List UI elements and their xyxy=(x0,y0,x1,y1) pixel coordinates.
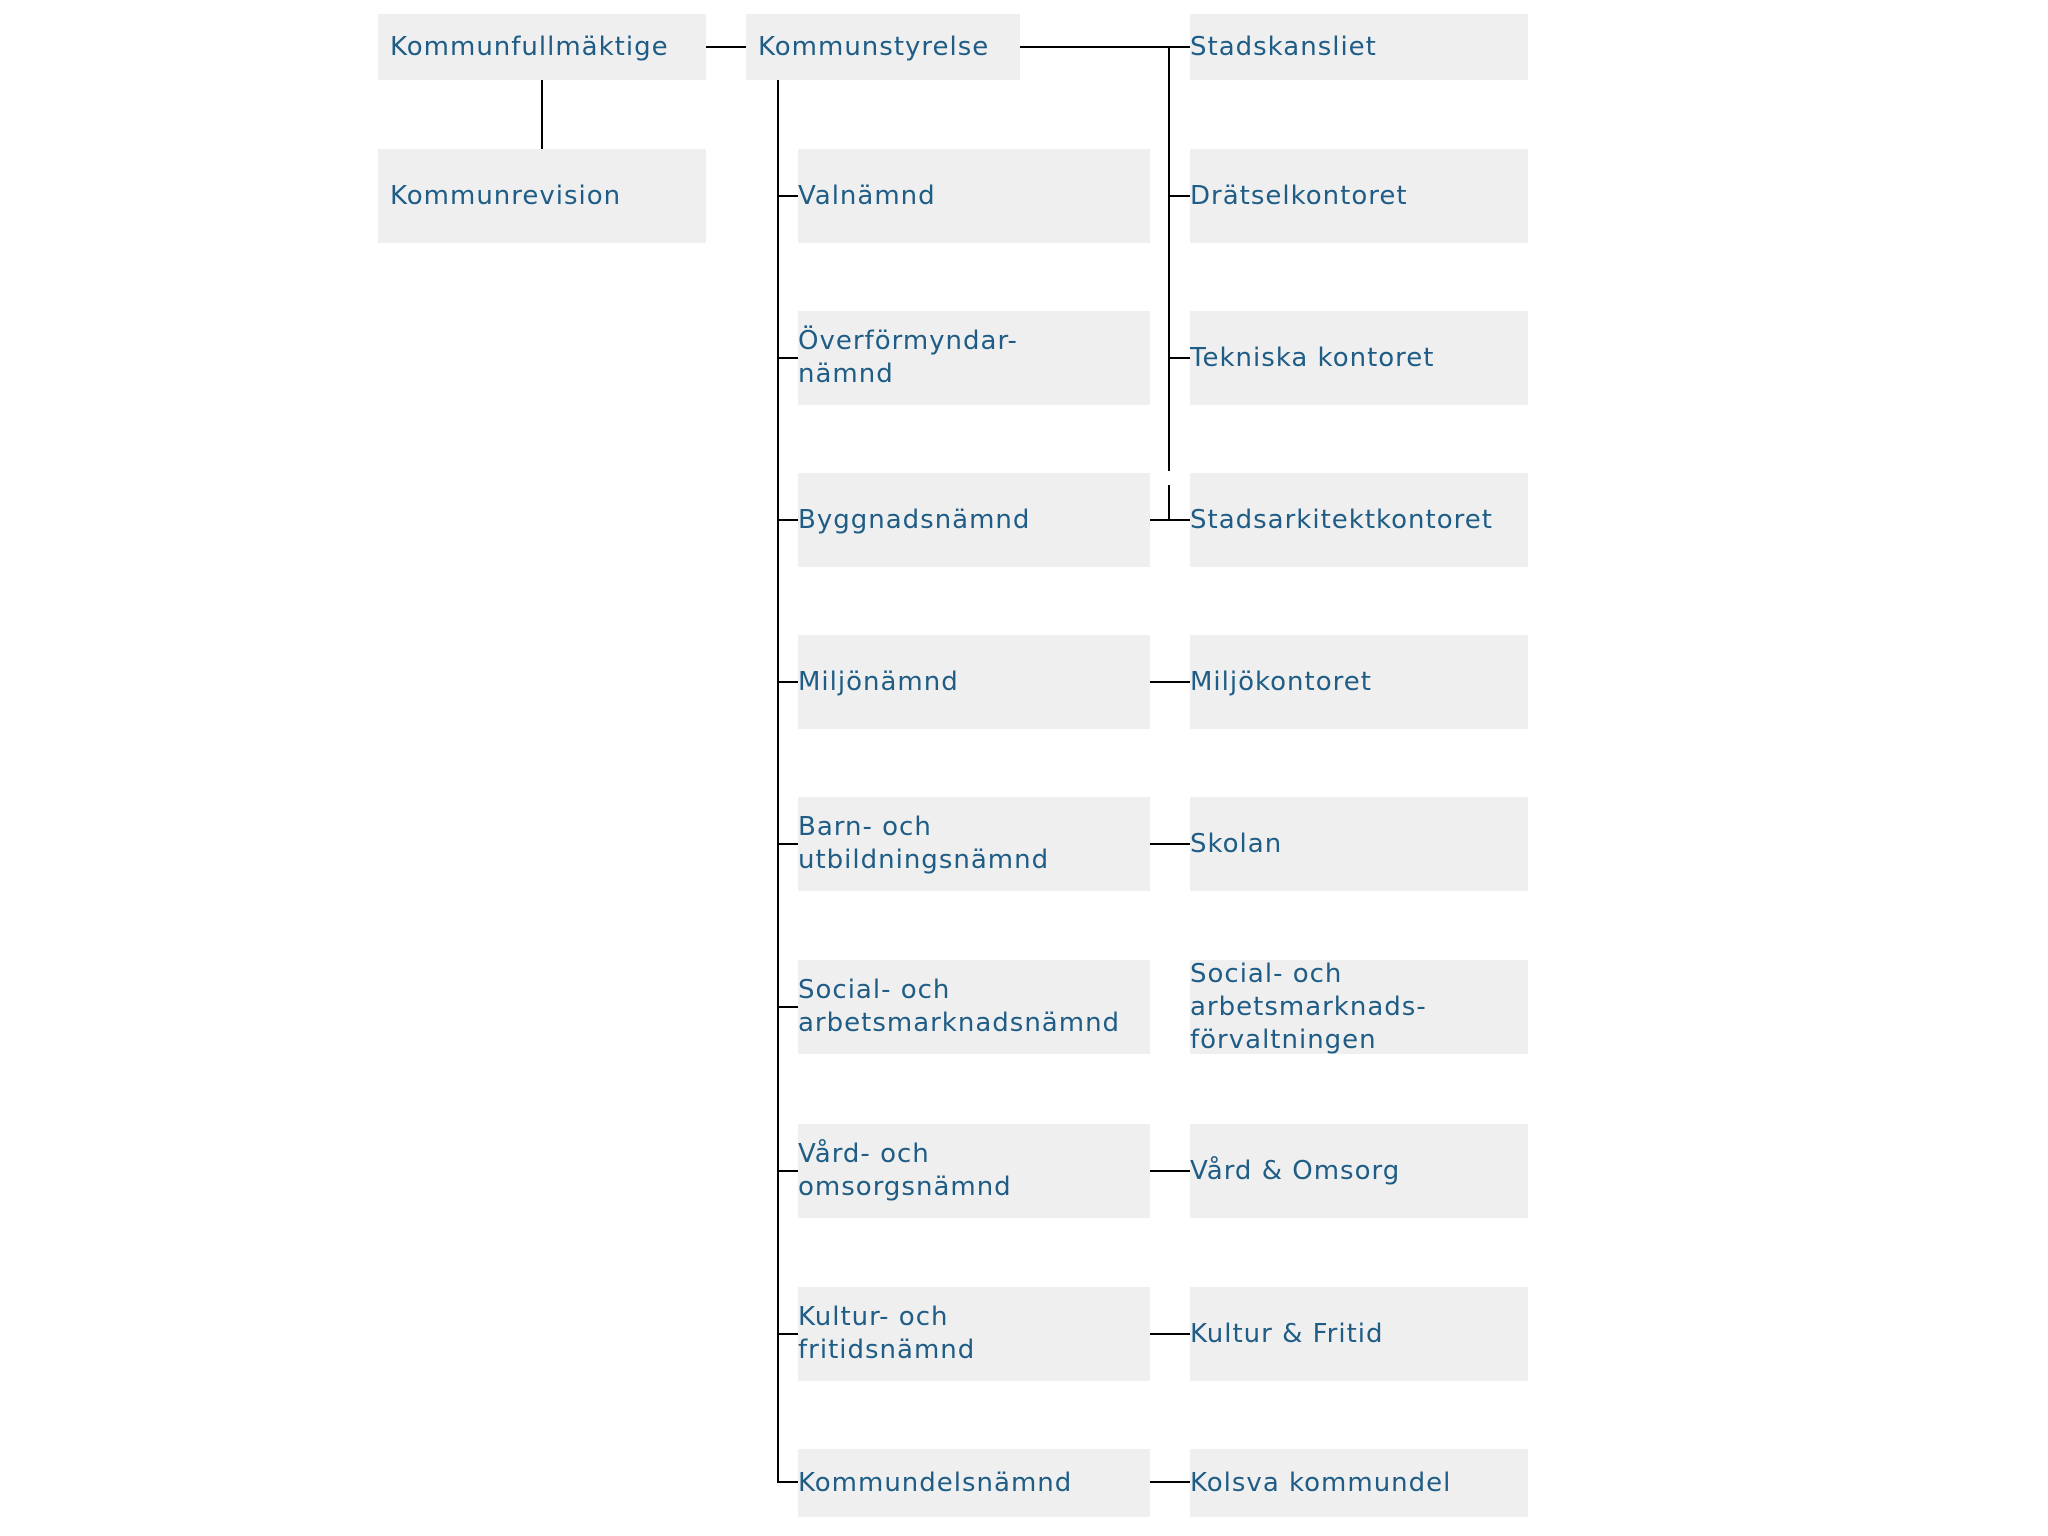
office-label: Tekniska kontoret xyxy=(1190,342,1435,373)
committee-label: Vård- och xyxy=(798,1139,930,1169)
committee-box-byggnadsnamnd xyxy=(798,473,1150,567)
committee-label: Kultur- och xyxy=(798,1302,949,1332)
connector-to-overformyndarnamnd xyxy=(777,357,798,359)
committee-box-miljonamnd xyxy=(798,635,1150,729)
connector-committee-spine xyxy=(777,80,779,1483)
office-label: förvaltningen xyxy=(1190,1024,1377,1055)
connector-fullmaktige-styrelse xyxy=(706,46,746,48)
committee-label: fritidsnämnd xyxy=(798,1335,976,1365)
committee-label: nämnd xyxy=(798,359,894,389)
office-label: Drätselkontoret xyxy=(1190,180,1408,211)
connector-to-kommundelsnamnd xyxy=(777,1481,798,1483)
office-label: Skolan xyxy=(1190,828,1283,859)
committee-label: omsorgsnämnd xyxy=(798,1172,1012,1202)
connector-to-dratselkontoret xyxy=(1168,195,1190,197)
connector-fullmaktige-revision xyxy=(541,80,543,149)
committee-label: Överförmyndar- xyxy=(798,326,1018,356)
connector-to-tekniska-kontoret xyxy=(1168,357,1190,359)
connector-to-kultur-och-fritidsnamnd xyxy=(777,1333,798,1335)
kommunfullmaktige-box xyxy=(378,14,706,80)
office-label: Social- och xyxy=(1190,958,1343,989)
committee-label: Barn- och xyxy=(798,812,932,842)
committee-box-kultur-och-fritidsnamnd xyxy=(798,1287,1150,1381)
connector-barn-to-skolan xyxy=(1150,843,1190,845)
connector-styrelse-kansli xyxy=(1020,46,1190,48)
office-box-vard-och-omsorg xyxy=(1190,1124,1528,1218)
connector-stadsarkitekt-stub xyxy=(1168,485,1170,520)
connector-vard-to-vard-omsorg xyxy=(1150,1170,1190,1172)
office-label: Miljökontoret xyxy=(1190,666,1372,697)
committee-label: Miljönämnd xyxy=(798,666,959,697)
connector-to-byggnadsnamnd xyxy=(777,519,798,521)
office-box-kultur-och-fritid xyxy=(1190,1287,1528,1381)
stadskansliet-box xyxy=(1190,14,1528,80)
kommunstyrelse-label: Kommunstyrelse xyxy=(758,31,990,62)
office-label: Stadsarkitektkontoret xyxy=(1190,504,1493,535)
committee-box-vard-och-omsorgsnamnd xyxy=(798,1124,1150,1218)
connector-kultur-to-kultur-fritid xyxy=(1150,1333,1190,1335)
kommunrevision-label: Kommunrevision xyxy=(390,180,622,211)
office-box-kolsva-kommundel xyxy=(1190,1449,1528,1517)
committee-label: Valnämnd xyxy=(798,180,936,211)
committee-label: utbildningsnämnd xyxy=(798,845,1050,875)
office-box-skolan xyxy=(1190,797,1528,891)
committee-label: arbetsmarknadsnämnd xyxy=(798,1008,1121,1038)
connector-to-valnamnd xyxy=(777,195,798,197)
kommunstyrelse-box xyxy=(746,14,1020,80)
stadskansliet-label: Stadskansliet xyxy=(1190,31,1377,62)
office-label: arbetsmarknads- xyxy=(1190,991,1427,1022)
committee-label: Kommundelsnämnd xyxy=(798,1467,1073,1498)
office-label: Vård & Omsorg xyxy=(1190,1155,1401,1186)
connector-to-miljonamnd xyxy=(777,681,798,683)
connector-office-spine xyxy=(1168,46,1170,471)
connector-to-barn-och-utbildningsnamnd xyxy=(777,843,798,845)
office-box-miljokontoret xyxy=(1190,635,1528,729)
committee-label: Social- och xyxy=(798,975,951,1005)
committee-box-valnamnd xyxy=(798,149,1150,243)
committee-label: Byggnadsnämnd xyxy=(798,504,1031,535)
office-box-stadsarkitektkontoret xyxy=(1190,473,1528,567)
committee-box-social-och-arbetsmarknadsnamnd xyxy=(798,960,1150,1054)
committee-box-barn-och-utbildningsnamnd xyxy=(798,797,1150,891)
connector-bygg-to-stadsarkitekt xyxy=(1150,519,1190,521)
office-label: Kolsva kommundel xyxy=(1190,1467,1452,1498)
office-box-social-och-arbetsmarknadsforvaltningen xyxy=(1190,960,1528,1054)
committee-box-overformyndarnamnd xyxy=(798,311,1150,405)
connector-to-vard-och-omsorgsnamnd xyxy=(777,1170,798,1172)
connector-kommundel-to-kolsva xyxy=(1150,1481,1190,1483)
office-box-dratselkontoret xyxy=(1190,149,1528,243)
committee-box-kommundelsnamnd xyxy=(798,1449,1150,1517)
connector-to-social-och-arbetsmarknadsnamnd xyxy=(777,1006,798,1008)
office-box-tekniska-kontoret xyxy=(1190,311,1528,405)
office-label: Kultur & Fritid xyxy=(1190,1318,1384,1349)
connector-miljo-to-miljokontoret xyxy=(1150,681,1190,683)
kommunfullmaktige-label: Kommunfullmäktige xyxy=(390,31,669,62)
kommunrevision-box xyxy=(378,149,706,243)
